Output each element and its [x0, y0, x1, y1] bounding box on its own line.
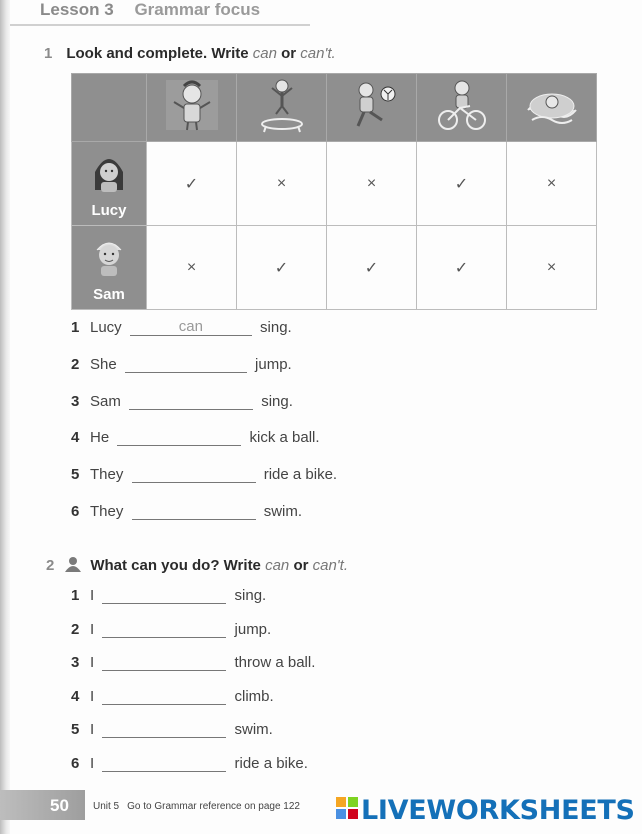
- item-rest: sing.: [260, 319, 292, 336]
- mark-cell: [327, 142, 417, 226]
- answer-blank[interactable]: [102, 653, 226, 671]
- exercise1-number: 1: [44, 45, 53, 62]
- page-number: 50: [50, 796, 69, 815]
- activity-sing-picture: [147, 74, 237, 142]
- exercise2-item: [71, 754, 308, 776]
- activity-header-row: [72, 74, 597, 142]
- boy-kicking-ball-icon: [342, 76, 402, 134]
- exercise1-title: [44, 45, 336, 62]
- mark-cell: [327, 226, 417, 310]
- answer-blank[interactable]: [130, 318, 252, 336]
- item-rest: climb.: [234, 688, 274, 705]
- item-number: 1: [71, 587, 80, 604]
- item-subject: They: [90, 503, 124, 520]
- activity-jump-picture: [237, 74, 327, 142]
- exercise2-title: [46, 556, 348, 574]
- exercise1-item: [71, 355, 292, 377]
- answer-blank[interactable]: [102, 687, 226, 705]
- exercise1-word-can: can: [252, 45, 277, 62]
- item-number: 4: [71, 429, 80, 446]
- girl-face-icon: [92, 152, 126, 194]
- exercise1-item: [71, 502, 302, 524]
- item-rest: swim.: [234, 721, 273, 738]
- item-rest: sing.: [261, 393, 293, 410]
- answer-blank[interactable]: [117, 428, 241, 446]
- answer-blank[interactable]: [102, 720, 226, 738]
- item-number: 3: [71, 393, 80, 410]
- mark-cell: [507, 142, 597, 226]
- item-number: 5: [71, 721, 80, 738]
- boy-trampoline-icon: [252, 76, 312, 134]
- tick-mark: ✓: [364, 259, 379, 277]
- item-rest: ride a bike.: [263, 466, 338, 483]
- answer-blank[interactable]: [102, 754, 226, 772]
- exercise2-item: [71, 653, 315, 675]
- answer-text: can: [178, 318, 203, 335]
- cross-mark: ×: [546, 258, 557, 276]
- item-number: 1: [71, 319, 80, 336]
- footer-reference-text: Go to Grammar reference on page 122: [127, 801, 300, 812]
- exercise1-word-cant: can't.: [300, 45, 336, 62]
- exercise2-instruction: What can you do? Write: [90, 557, 261, 574]
- activity-kick-picture: [327, 74, 417, 142]
- exercise1-instruction: Look and complete. Write: [66, 45, 249, 62]
- person-icon: [64, 556, 82, 572]
- exercise1-item: [71, 465, 337, 487]
- item-subject: I: [90, 755, 95, 772]
- boy-face-icon: [92, 236, 126, 278]
- item-number: 4: [71, 688, 80, 705]
- exercise2-word-can: can: [265, 557, 290, 574]
- exercise2-word-or: or: [293, 557, 309, 574]
- cross-mark: ×: [186, 258, 197, 276]
- exercise2-word-cant: can't.: [312, 557, 348, 574]
- exercise1-item: [71, 318, 292, 340]
- item-rest: throw a ball.: [234, 654, 316, 671]
- person-lucy: [72, 142, 147, 226]
- mark-cell: [147, 226, 237, 310]
- exercise1-item: [71, 428, 320, 450]
- table-row: [72, 226, 597, 310]
- lesson-title: Grammar focus: [134, 0, 261, 19]
- item-subject: Sam: [90, 393, 121, 410]
- tick-mark: ✓: [454, 259, 469, 277]
- person-name-sam: Sam: [93, 286, 125, 303]
- answer-blank[interactable]: [132, 502, 256, 520]
- item-subject: I: [90, 688, 95, 705]
- item-subject: I: [90, 721, 95, 738]
- person-sam: [72, 226, 147, 310]
- tick-mark: ✓: [184, 175, 199, 193]
- lesson-label: Lesson 3: [40, 0, 114, 19]
- item-rest: jump.: [255, 356, 292, 373]
- item-number: 3: [71, 654, 80, 671]
- item-subject: They: [90, 466, 124, 483]
- footer-unit: Unit 5: [93, 801, 120, 812]
- item-number: 6: [71, 503, 80, 520]
- ability-table: [71, 73, 597, 310]
- item-rest: sing.: [234, 587, 267, 604]
- tick-mark: ✓: [454, 175, 469, 193]
- cross-mark: ×: [366, 174, 377, 192]
- exercise2-item: [71, 586, 266, 608]
- scan-edge: [0, 0, 10, 834]
- answer-blank[interactable]: [102, 620, 226, 638]
- person-name-lucy: Lucy: [91, 202, 127, 219]
- item-subject: I: [90, 587, 95, 604]
- mark-cell: [417, 142, 507, 226]
- child-swimming-icon: [522, 76, 582, 134]
- page-number-tab: [0, 790, 85, 820]
- answer-blank[interactable]: [132, 465, 256, 483]
- answer-blank[interactable]: [102, 586, 226, 604]
- item-rest: ride a bike.: [234, 755, 308, 772]
- girl-singing-icon: [162, 76, 222, 134]
- item-subject: She: [90, 356, 117, 373]
- exercise2-item: [71, 620, 271, 642]
- liveworksheets-brand: LIVEWORKSHEETS: [361, 795, 635, 826]
- exercise2-item: [71, 687, 274, 709]
- item-subject: Lucy: [90, 319, 122, 336]
- item-number: 2: [71, 621, 80, 638]
- cross-mark: ×: [276, 174, 287, 192]
- exercise2-item: [71, 720, 273, 742]
- item-rest: kick a ball.: [249, 429, 320, 446]
- mark-cell: [417, 226, 507, 310]
- item-number: 2: [71, 356, 80, 373]
- item-rest: swim.: [263, 503, 303, 520]
- girl-riding-bike-icon: [432, 76, 492, 134]
- item-subject: I: [90, 654, 95, 671]
- footer-reference: [93, 801, 300, 812]
- item-subject: He: [90, 429, 110, 446]
- table-corner: [72, 74, 147, 142]
- answer-blank[interactable]: [129, 392, 253, 410]
- activity-swim-picture: [507, 74, 597, 142]
- item-number: 5: [71, 466, 80, 483]
- answer-blank[interactable]: [125, 355, 247, 373]
- header-divider: [10, 24, 310, 26]
- cross-mark: ×: [546, 174, 557, 192]
- mark-cell: [507, 226, 597, 310]
- item-rest: jump.: [234, 621, 272, 638]
- table-row: [72, 142, 597, 226]
- tick-mark: ✓: [274, 259, 289, 277]
- activity-bike-picture: [417, 74, 507, 142]
- exercise2-number: 2: [46, 557, 55, 574]
- exercise1-item: [71, 392, 293, 414]
- liveworksheets-mark-icon: [336, 797, 358, 821]
- mark-cell: [237, 226, 327, 310]
- mark-cell: [237, 142, 327, 226]
- mark-cell: [147, 142, 237, 226]
- exercise1-word-or: or: [281, 45, 297, 62]
- lesson-header: [40, 0, 260, 20]
- item-subject: I: [90, 621, 95, 638]
- item-number: 6: [71, 755, 80, 772]
